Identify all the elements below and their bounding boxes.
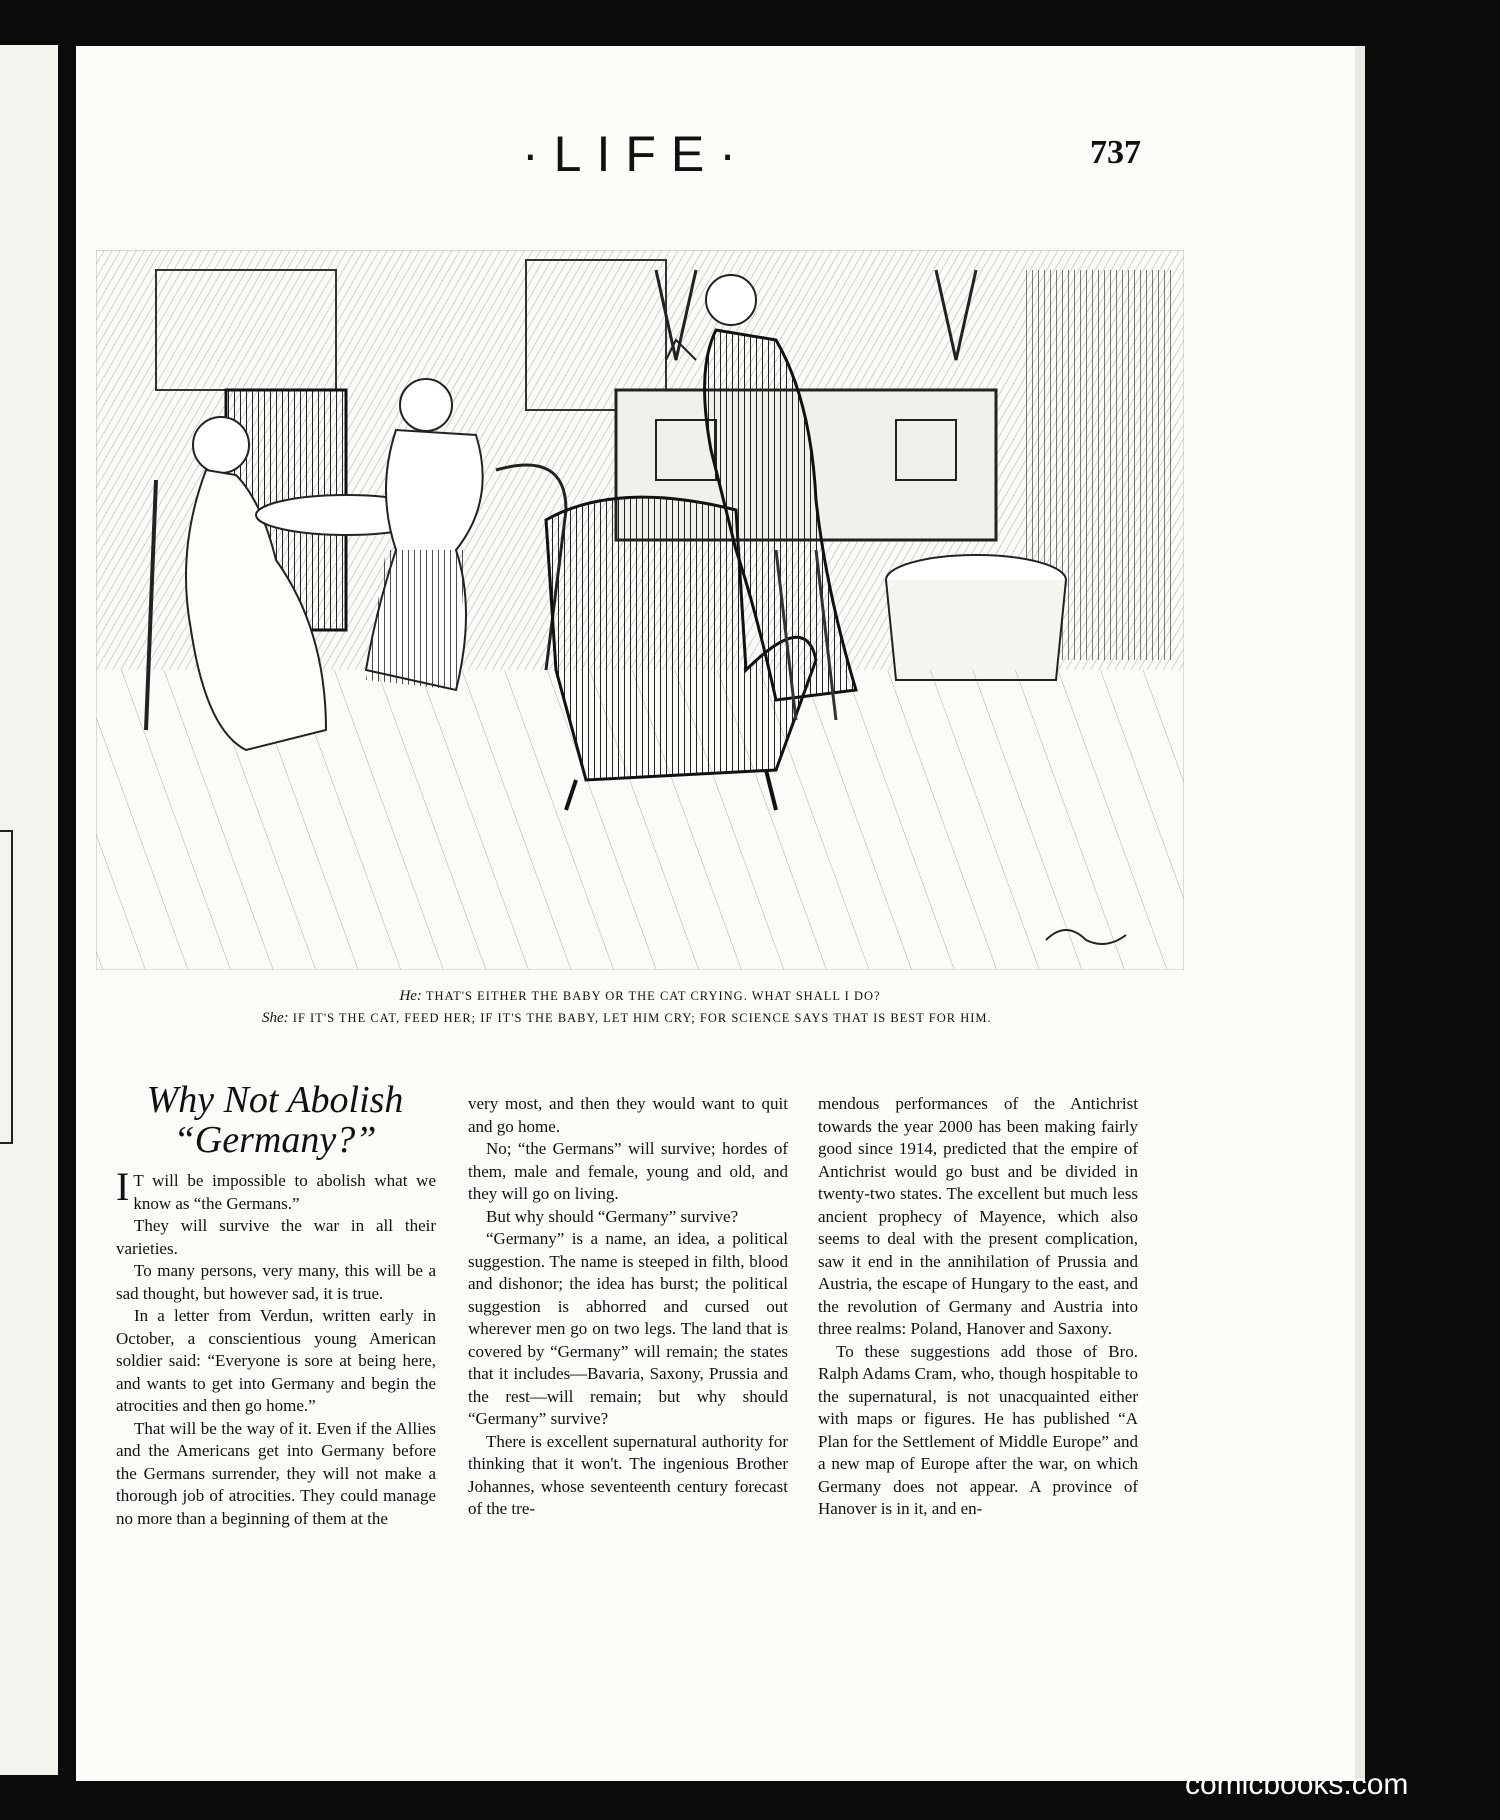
article-paragraph: very most, and then they would want to quit and go home. [468, 1094, 788, 1136]
caption-he-speaker: He: [399, 988, 422, 1004]
previous-page-edge [0, 45, 58, 1775]
previous-page-box-edge [0, 830, 13, 1144]
page-number: 737 [1090, 134, 1141, 171]
article-paragraph: To these suggestions add those of Bro. Ralph Adams Cram, who, though hospitable to the supernatural, is not unacquainted either with maps or figures. He has published “A Plan for the Settlement of Middle Europe” and a new map of Europe after the war, on which Germany does not appear. A province of Hanover is in it, and en- [818, 1341, 1138, 1518]
article-paragraph: They will survive the war in all their varieties. [116, 1216, 436, 1258]
magazine-title: ·LIFE· [522, 126, 751, 182]
article-title-line1: Why Not Abolish [146, 1079, 404, 1121]
article-column-1 [116, 1164, 436, 1530]
article-column-3 [818, 1093, 1138, 1521]
drawing-room-scene-illustration [96, 250, 1184, 970]
cartoon-caption [230, 985, 1050, 1029]
article-paragraph: “Germany” is a name, an idea, a political suggestion. The name is steeped in filth, blood and dishonor; the idea has burst; the political suggestion is abhorred and cursed out wherever men go on two legs. The land that is covered by “Germany” will remain; the states that it includes—Bavaria, Saxony, Prussia and the rest—will remain; but why should “Germany” survive? [468, 1229, 788, 1428]
article-column-2 [468, 1093, 788, 1521]
article-paragraph: In a letter from Verdun, written early in October, a conscientious young American soldier said: “Everyone is sore at being here, and wants to get into Germany and begin the atrocities and then go home.” [116, 1306, 436, 1415]
article-paragraph: mendous performances of the Antichrist towards the year 2000 has been making fairly good since 1914, predicted that the empire of Antichrist would go bust and be divided in twenty-two states. The excellent but much less ancient prophecy of Mayence, which also seems to deal with the present complication, saw it end in the annihilation of Prussia and Austria, the escape of Hungary to the east, and the revolution of Germany and Austria into three realms: Poland, Hanover and Saxony. [818, 1094, 1138, 1338]
article-paragraph: No; “the Germans” will survive; hordes of them, male and female, young and old, and they will go on living. [468, 1139, 788, 1203]
caption-he-text: THAT'S EITHER THE BABY OR THE CAT CRYING. WHAT SHALL I DO? [425, 989, 881, 1003]
drop-cap: I [116, 1164, 130, 1209]
caption-he-line [230, 985, 1050, 1007]
article-paragraph: To many persons, very many, this will be a sad thought, but however sad, it is true. [116, 1261, 436, 1303]
page-edge-right [1355, 46, 1365, 1781]
cartoon-illustration [96, 250, 1184, 970]
caption-she-speaker: She: [262, 1010, 289, 1026]
article-paragraph: But why should “Germany” survive? [486, 1206, 739, 1226]
article-title [110, 1080, 440, 1160]
caption-she-line [230, 1007, 1050, 1029]
article-paragraph: That will be the way of it. Even if the Allies and the Americans get into Germany before the Germans surrender, they will not make a thorough job of atrocities. They could manage no more than a beginning of them at the [116, 1418, 436, 1528]
article-paragraph: There is excellent supernatural authority for thinking that it won't. The ingenious Brother Johannes, whose seventeenth century forecast of the tre- [468, 1431, 788, 1518]
caption-she-text: IF IT'S THE CAT, FEED HER; IF IT'S THE BABY, LET HIM CRY; FOR SCIENCE SAYS THAT IS BEST FOR HIM. [292, 1011, 992, 1025]
article-paragraph: I T will be impossible to abolish what we know as “the Germans.” [116, 1164, 436, 1213]
article-title-line2: “Germany?” [173, 1119, 377, 1161]
source-watermark: comicbooks.com [1185, 1768, 1409, 1801]
